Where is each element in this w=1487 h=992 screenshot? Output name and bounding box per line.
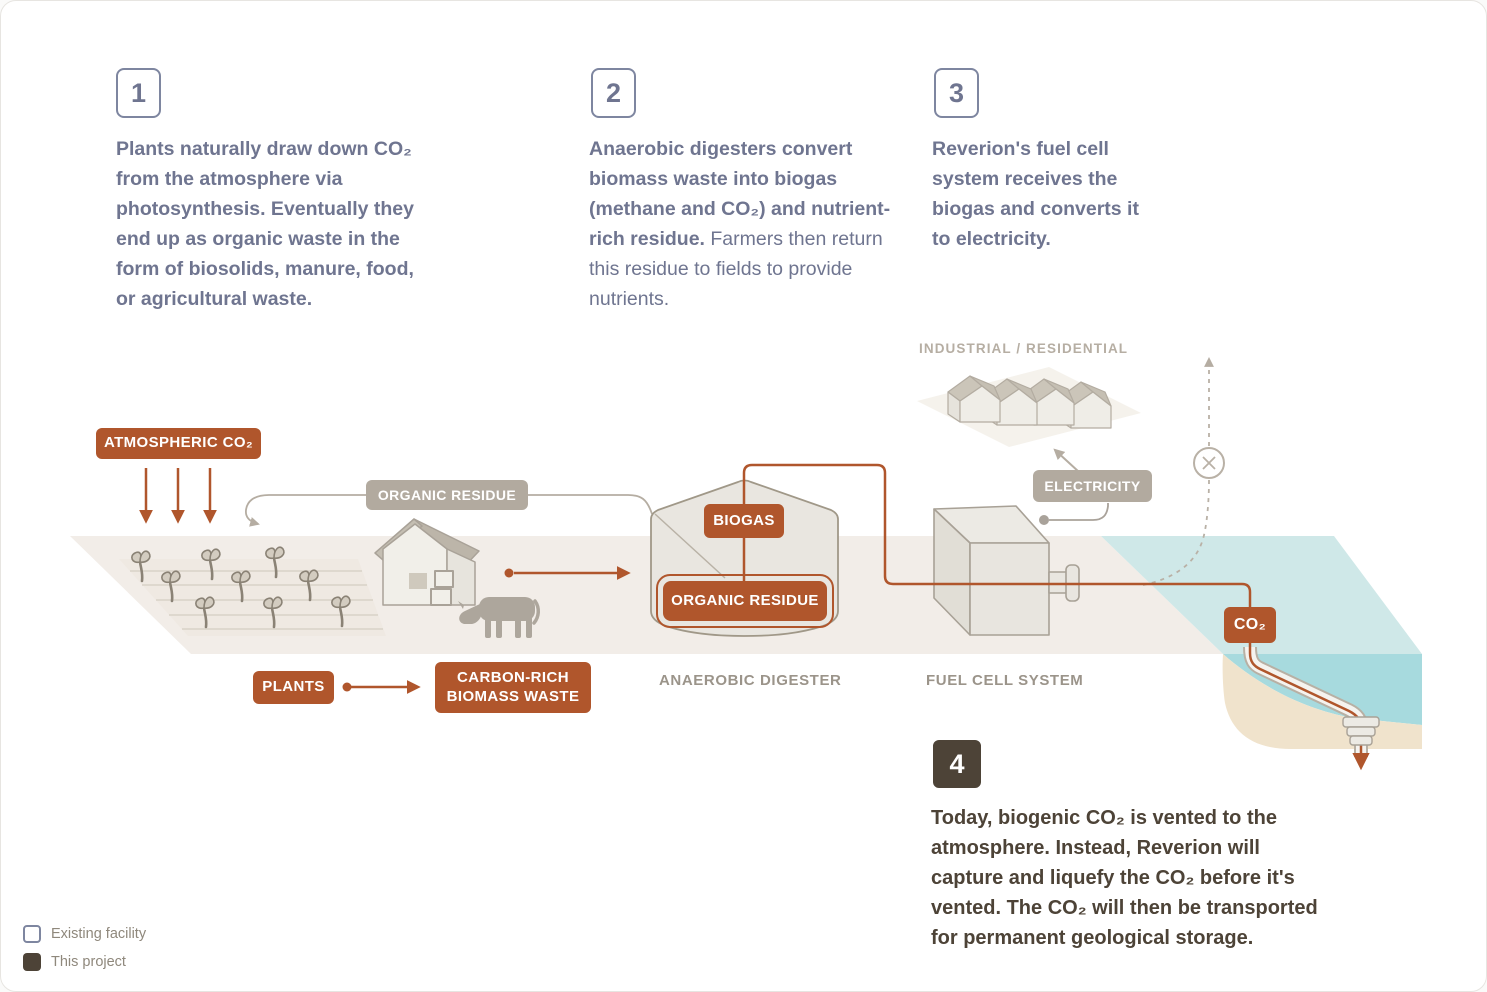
co2-label: CO₂ [1224,607,1276,643]
this-project-swatch [23,953,41,971]
fuel-cell-system-caption: FUEL CELL SYSTEM [926,672,1084,689]
legend-existing-facility [23,925,146,943]
organic-residue-top-label: ORGANIC RESIDUE [366,480,528,510]
neighbourhood [917,367,1141,447]
step-1-text: Plants naturally draw down CO₂ from the atmosphere via photosynthesis. Eventually they end up as organic waste in the form of biosolids, manure, food, or agricultural waste. [116,138,414,310]
legend-this-project [23,953,126,971]
vent-blocked-icon [1194,448,1224,478]
atmospheric-co2-arrows [146,468,210,521]
flow-dot [505,569,514,578]
industrial-residential-caption: INDUSTRIAL / RESIDENTIAL [919,341,1129,356]
step-4-badge: 4 [933,740,981,788]
organic-residue-tank-ring [656,574,834,628]
atmospheric-co2-label: ATMOSPHERIC CO₂ [96,428,261,459]
existing-facility-label: Existing facility [51,926,147,942]
step-2-text-main: Anaerobic digesters convert biomass waste into biogas (methane and CO₂) and nutrient-rich residue. [589,138,891,250]
electricity-label: ELECTRICITY [1033,470,1152,502]
flow-dot [343,683,352,692]
step-4-text: Today, biogenic CO₂ is vented to the atmosphere. Instead, Reverion will capture and liquefy the CO₂ before it's vented. The CO₂ will then be transported for permanent geological storage. [931,807,1318,949]
step-2-badge: 2 [591,68,636,118]
plants-label: PLANTS [253,671,334,704]
step-2-text-secondary: Farmers then return this residue to fields to provide nutrients. [589,228,883,310]
existing-facility-swatch [23,925,41,943]
carbon-rich-biomass-waste-label: CARBON-RICH BIOMASS WASTE [435,662,591,713]
organic-residue-tank-label: ORGANIC RESIDUE [663,581,827,621]
anaerobic-digester-caption: ANAEROBIC DIGESTER [659,672,842,689]
step-3-text: Reverion's fuel cell system receives the biogas and converts it to electricity. [932,138,1139,250]
step-1-badge: 1 [116,68,161,118]
this-project-label: This project [51,954,126,970]
biogas-label: BIOGAS [704,504,784,538]
step-2-text [589,134,907,314]
step-3-badge: 3 [934,68,979,118]
farmhouse [375,519,479,605]
